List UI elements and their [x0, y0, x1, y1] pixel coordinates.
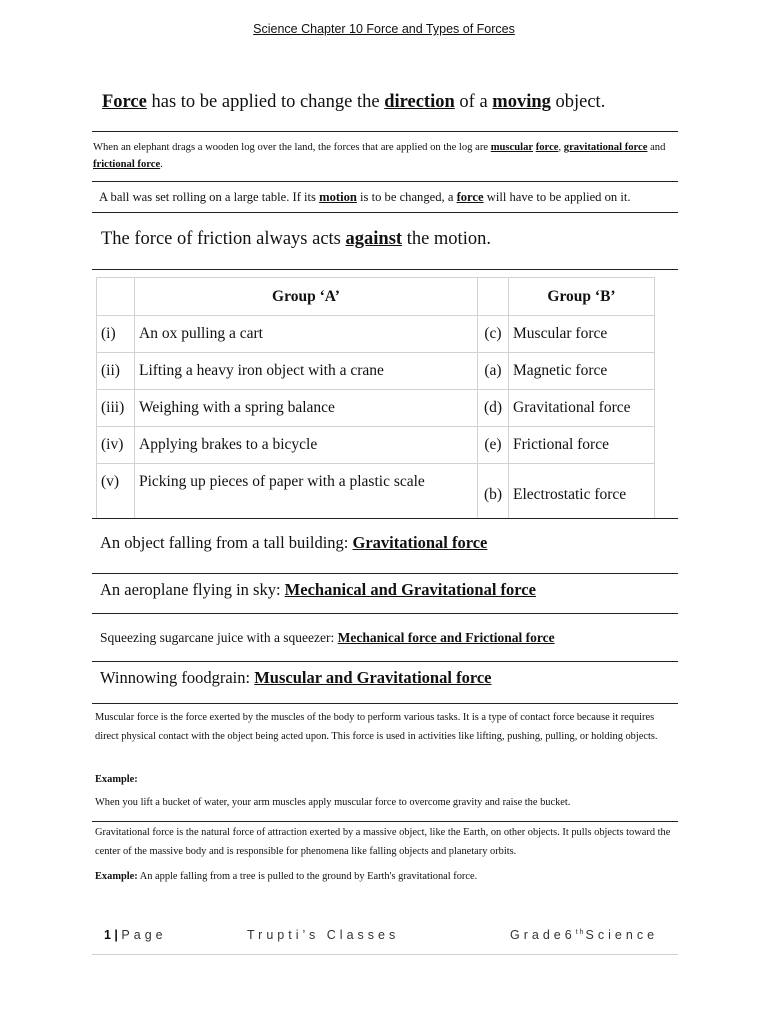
answer-text: Gravitational force [352, 533, 488, 552]
keyword-against: against [345, 229, 403, 249]
answer-text: Mechanical force and Frictional force [337, 630, 555, 645]
text-segment: of a [454, 92, 493, 112]
divider [92, 181, 678, 182]
row-number: (iii) [97, 390, 135, 427]
footer-page-number [104, 928, 167, 942]
page-separator: | [110, 928, 122, 942]
table-row [97, 316, 655, 353]
answer-text: Muscular and Gravitational force [254, 668, 492, 687]
row-number: (iv) [97, 427, 135, 464]
group-b-item: Muscular force [509, 316, 655, 353]
text-segment: is to be changed, a [356, 190, 457, 204]
question-text: An object falling from a tall building: [100, 533, 353, 552]
keyword-gravitational-force: gravitational force [563, 142, 648, 153]
answer-text: Mechanical and Gravitational force [284, 580, 536, 599]
example-label: Example: [95, 871, 138, 882]
answer-aeroplane [100, 580, 536, 600]
page-label: Page [121, 928, 167, 942]
divider [92, 821, 678, 822]
text-segment: has to be applied to change the [146, 92, 385, 112]
text-segment: When an elephant drags a wooden log over the land, the forces that are applied on the log are [93, 142, 491, 153]
keyword-direction: direction [384, 92, 455, 112]
keyword-force: force [535, 142, 559, 153]
group-b-item: Electrostatic force [509, 464, 655, 519]
question-text: Winnowing foodgrain: [100, 668, 255, 687]
footer-grade-text [510, 928, 658, 942]
group-a-item: Weighing with a spring balance [135, 390, 478, 427]
keyword-motion: motion [319, 190, 357, 204]
answer-winnowing [100, 668, 492, 688]
text-segment: A ball was set rolling on a large table. If its [99, 190, 320, 204]
table-cell [478, 278, 509, 316]
keyword-force: force [456, 190, 484, 204]
gravitational-force-paragraph: Gravitational force is the natural force of attraction exerted by a massive object, like the Earth, on other objects. It pulls objects toward the center of the massive body and is responsible for phenomena like falling objects and planetary orbits. [95, 827, 671, 857]
example-label: Example: [95, 774, 138, 785]
divider [92, 573, 678, 574]
text-segment: , [558, 142, 564, 153]
grade-prefix: Grade6 [510, 928, 576, 942]
text-segment: . [160, 159, 163, 170]
answer-sugarcane [100, 630, 555, 646]
gravitational-example [95, 867, 680, 886]
divider [92, 131, 678, 132]
group-b-header: Group ‘B’ [509, 278, 655, 316]
grade-superscript: th [575, 928, 586, 936]
table-cell [97, 278, 135, 316]
statement-direction [102, 92, 605, 113]
match-the-following-table [96, 277, 655, 519]
grade-suffix: Science [585, 928, 659, 942]
text-segment: will have to be applied on it. [483, 190, 631, 204]
row-letter: (e) [478, 427, 509, 464]
footer-center-text: Trupti’s Classes [247, 928, 400, 942]
answer-falling-object [100, 533, 487, 553]
question-text: An aeroplane flying in sky: [100, 580, 285, 599]
row-number: (i) [97, 316, 135, 353]
group-a-item: An ox pulling a cart [135, 316, 478, 353]
group-a-item: Lifting a heavy iron object with a crane [135, 353, 478, 390]
group-b-item: Magnetic force [509, 353, 655, 390]
keyword-frictional-force: frictional force [93, 159, 161, 170]
group-a-header: Group ‘A’ [135, 278, 478, 316]
example-text: An apple falling from a tree is pulled to the ground by Earth's gravitational force. [137, 871, 478, 882]
keyword-moving: moving [492, 92, 551, 112]
group-b-item: Gravitational force [509, 390, 655, 427]
text-segment: The force of friction always acts [101, 229, 346, 249]
row-number: (ii) [97, 353, 135, 390]
row-number: (v) [97, 464, 135, 519]
divider [92, 212, 678, 213]
table-row [97, 353, 655, 390]
group-a-item: Picking up pieces of paper with a plastic scale [135, 464, 478, 519]
group-a-item: Applying brakes to a bicycle [135, 427, 478, 464]
divider [92, 661, 678, 662]
keyword-force: Force [102, 92, 147, 112]
muscular-example-label [95, 770, 680, 789]
text-segment: the motion. [402, 229, 491, 249]
statement-ball-rolling [99, 190, 631, 205]
group-b-item: Frictional force [509, 427, 655, 464]
text-segment: and [647, 142, 666, 153]
divider [92, 518, 678, 519]
row-letter: (c) [478, 316, 509, 353]
row-letter: (d) [478, 390, 509, 427]
muscular-example-text: When you lift a bucket of water, your arm muscles apply muscular force to overcome gravity and raise the bucket. [95, 797, 571, 808]
divider [92, 703, 678, 704]
keyword-muscular: muscular [490, 142, 534, 153]
divider [92, 613, 678, 614]
divider [92, 269, 678, 270]
table-row [97, 390, 655, 427]
table-row [97, 427, 655, 464]
row-letter: (a) [478, 353, 509, 390]
row-letter: (b) [478, 464, 509, 519]
table-header-row [97, 278, 655, 316]
question-text: Squeezing sugarcane juice with a squeezer: [100, 630, 338, 645]
page-header-title: Science Chapter 10 Force and Types of Forces [253, 22, 515, 36]
statement-friction [101, 229, 491, 250]
statement-elephant-log [93, 139, 678, 173]
text-segment: object. [550, 92, 606, 112]
muscular-force-paragraph: Muscular force is the force exerted by the muscles of the body to perform various tasks. It is a type of contact force because it requires direct physical contact with the object being acted upon. This force is used in activities like lifting, pushing, pulling, or holding objects. [95, 712, 658, 742]
table-row [97, 464, 655, 519]
page-number: 1 [104, 928, 111, 942]
footer-divider [92, 954, 678, 955]
